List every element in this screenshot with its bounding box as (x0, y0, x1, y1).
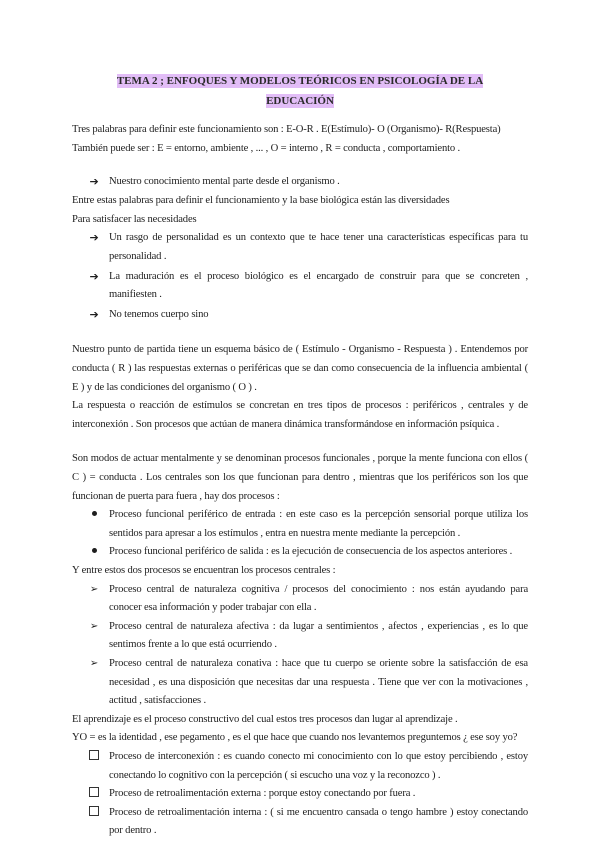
chevron-list (72, 581, 528, 711)
page-title (72, 71, 528, 111)
list-item: Proceso funcional periférico de entrada : en este caso es la percepción sensorial porque utiliza los sentidos para apresar a los estímulos , entra en nuestra mente mediante la percepción . (72, 506, 528, 543)
list-item: ➢ Proceso central de naturaleza afectiva : da lugar a sentimientos , afectos , experiencias , es lo que sentimos frente a lo que está ocurriendo . (72, 618, 528, 655)
arrow-right-icon: ➔ (89, 307, 99, 321)
list-item: Proceso funcional periférico de salida : es la ejecución de consecuencia de los aspectos anteriores . (72, 543, 528, 562)
paragraph-respuesta: La respuesta o reacción de estímulos se concretan en tres tipos de procesos : periféricos , centrales y de interconexión . Son procesos que actúan de manera dinámica transformándose en información psíquica . (72, 400, 528, 430)
list-item: Proceso de retroalimentación interna : ( si me encuentro cansada o tengo hambre ) estoy conectando por dentro . (72, 804, 528, 841)
list-item: ➢ Proceso central de naturaleza conativa : hace que tu cuerpo se oriente sobre la satisfacción de esa necesidad , es una disposición que necesitas dar una respuesta . Tiene que ver con la motivaciones , actitud , satisfacciones . (72, 655, 528, 711)
list-item: ➔ Un rasgo de personalidad es un contexto que te hace tener una características específicas para tu personalidad . (72, 229, 528, 266)
paragraph-modos: Son modos de actuar mentalmente y se denominan procesos funcionales , porque la mente funciona con ellos ( C ) = conducta . Los centrales son los que funcionan para dentro , mientras que los periféricos son los que funcionan de puerta para fuera , hay dos procesos : (72, 453, 528, 502)
list-item: ➢ Proceso central de naturaleza cognitiva / procesos del conocimiento : nos están ayudando para conocer esa información y poder trabajar con ella . (72, 581, 528, 618)
checkbox-list (72, 748, 528, 841)
chevron-arrow-icon: ➢ (89, 657, 99, 669)
paragraph-necesidades: Para satisfacer las necesidades (72, 213, 197, 225)
bullet-icon (85, 506, 103, 525)
paragraph-punto-partida: Nuestro punto de partida tiene un esquema básico de ( Estímulo - Organismo - Respuesta ) . Entendemos por conducta ( R ) las respuestas externas o periféricas que se dan como consecuencia de la influencia ambiental ( E ) y de las condiciones del organismo ( O ) . (72, 344, 528, 393)
paragraph-yo: YO = es la identidad , ese pegamento , es el que hace que cuando nos levantemos preguntemos ¿ ese soy yo? (72, 732, 518, 744)
list-item: Proceso de retroalimentación externa : porque estoy conectando por fuera . (72, 785, 528, 804)
arrow-list-1 (72, 173, 528, 192)
intro-line-2: También puede ser : E = entorno, ambiente , ... , O = interno , R = conducta , comportamiento . (72, 142, 461, 154)
list-item: ➔ No tenemos cuerpo sino (72, 306, 528, 325)
chevron-arrow-icon: ➢ (89, 583, 99, 595)
bullet-icon (85, 543, 103, 562)
checkbox-icon (85, 785, 103, 804)
bullet-list (72, 506, 528, 562)
intro-line-1: Tres palabras para definir este funcionamiento son : E-O-R . E(Estímulo)- O (Organismo)- R(Respuesta) (72, 124, 501, 135)
checkbox-icon (85, 804, 103, 823)
chevron-arrow-icon: ➢ (89, 620, 99, 632)
checkbox-icon (85, 748, 103, 767)
arrow-list-2 (72, 229, 528, 324)
title-line-2: EDUCACIÓN (266, 95, 334, 107)
title-line-1: TEMA 2 ; ENFOQUES Y MODELOS TEÓRICOS EN PSICOLOGÍA DE LA (116, 75, 484, 87)
arrow-right-icon: ➔ (89, 231, 99, 245)
paragraph-diversidades: Entre estas palabras para definir el funcionamiento y la base biológica están las diversidades (72, 195, 450, 207)
arrow-right-icon: ➔ (89, 269, 99, 283)
list-item: ➔ Nuestro conocimiento mental parte desde el organismo . (72, 173, 528, 192)
paragraph-centrales: Y entre estos dos procesos se encuentran los procesos centrales : (72, 564, 336, 576)
arrow-right-icon: ➔ (89, 174, 99, 188)
paragraph-aprendizaje: El aprendizaje es el proceso constructivo del cual estos tres procesos dan lugar al aprendizaje . (72, 713, 458, 725)
document-page (72, 71, 528, 841)
list-item: Proceso de interconexión : es cuando conecto mi conocimiento con lo que estoy percibiendo , estoy conectando lo cognitivo con la percepción ( si escucho una voz y la reconozco ) . (72, 748, 528, 785)
list-item: ➔ La maduración es el proceso biológico es el encargado de construir para que se concreten , manifiesten . (72, 268, 528, 305)
